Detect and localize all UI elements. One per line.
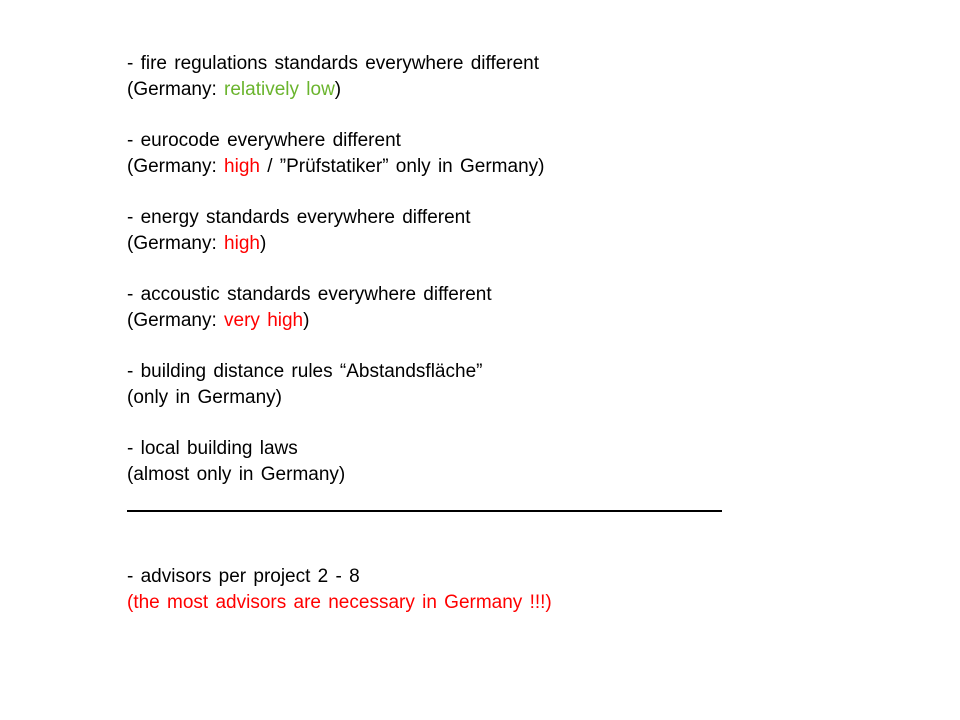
item-energy-title: - energy standards everywhere different	[127, 207, 471, 229]
detail-prefix: (Germany:	[127, 78, 225, 100]
detail-suffix: )	[334, 78, 342, 100]
detail-suffix: )	[303, 309, 310, 331]
detail-prefix: (Germany:	[127, 232, 225, 254]
summary-title: - advisors per project 2 - 8	[127, 566, 360, 587]
item-fire-title: - fire regulations standards everywhere different	[127, 53, 540, 74]
requirements-list	[127, 51, 827, 488]
detail-prefix: (Germany:	[127, 309, 225, 331]
item-energy-detail	[127, 231, 827, 257]
detail-highlight: relatively low	[224, 78, 335, 100]
spacer	[127, 257, 827, 283]
detail-highlight: high	[224, 232, 260, 254]
detail-prefix: (Germany:	[127, 155, 225, 177]
detail-suffix: )	[259, 232, 267, 254]
item-distance-detail: (only in Germany)	[127, 386, 282, 408]
summary-block	[127, 564, 827, 615]
item-distance-title: - building distance rules “Abstandsfläche”	[127, 361, 483, 383]
detail-highlight: very high	[224, 309, 304, 331]
spacer	[127, 411, 827, 437]
detail-suffix: / ”Prüfstatiker” only in Germany)	[259, 155, 545, 177]
summary-note: (the most advisors are necessary in Germany !!!)	[127, 591, 552, 613]
item-acoustic-detail	[127, 308, 827, 334]
item-eurocode-detail	[127, 154, 827, 180]
item-eurocode-title: - eurocode everywhere different	[127, 130, 401, 152]
detail-highlight: high	[224, 155, 260, 177]
item-local-laws-detail: (almost only in Germany)	[127, 464, 346, 485]
item-local-laws-title: - local building laws	[127, 438, 298, 460]
spacer	[127, 334, 827, 360]
item-acoustic-title: - accoustic standards everywhere different	[127, 284, 492, 306]
item-fire-detail	[127, 77, 827, 103]
spacer	[127, 179, 827, 205]
divider-line	[127, 510, 722, 512]
spacer	[127, 102, 827, 128]
